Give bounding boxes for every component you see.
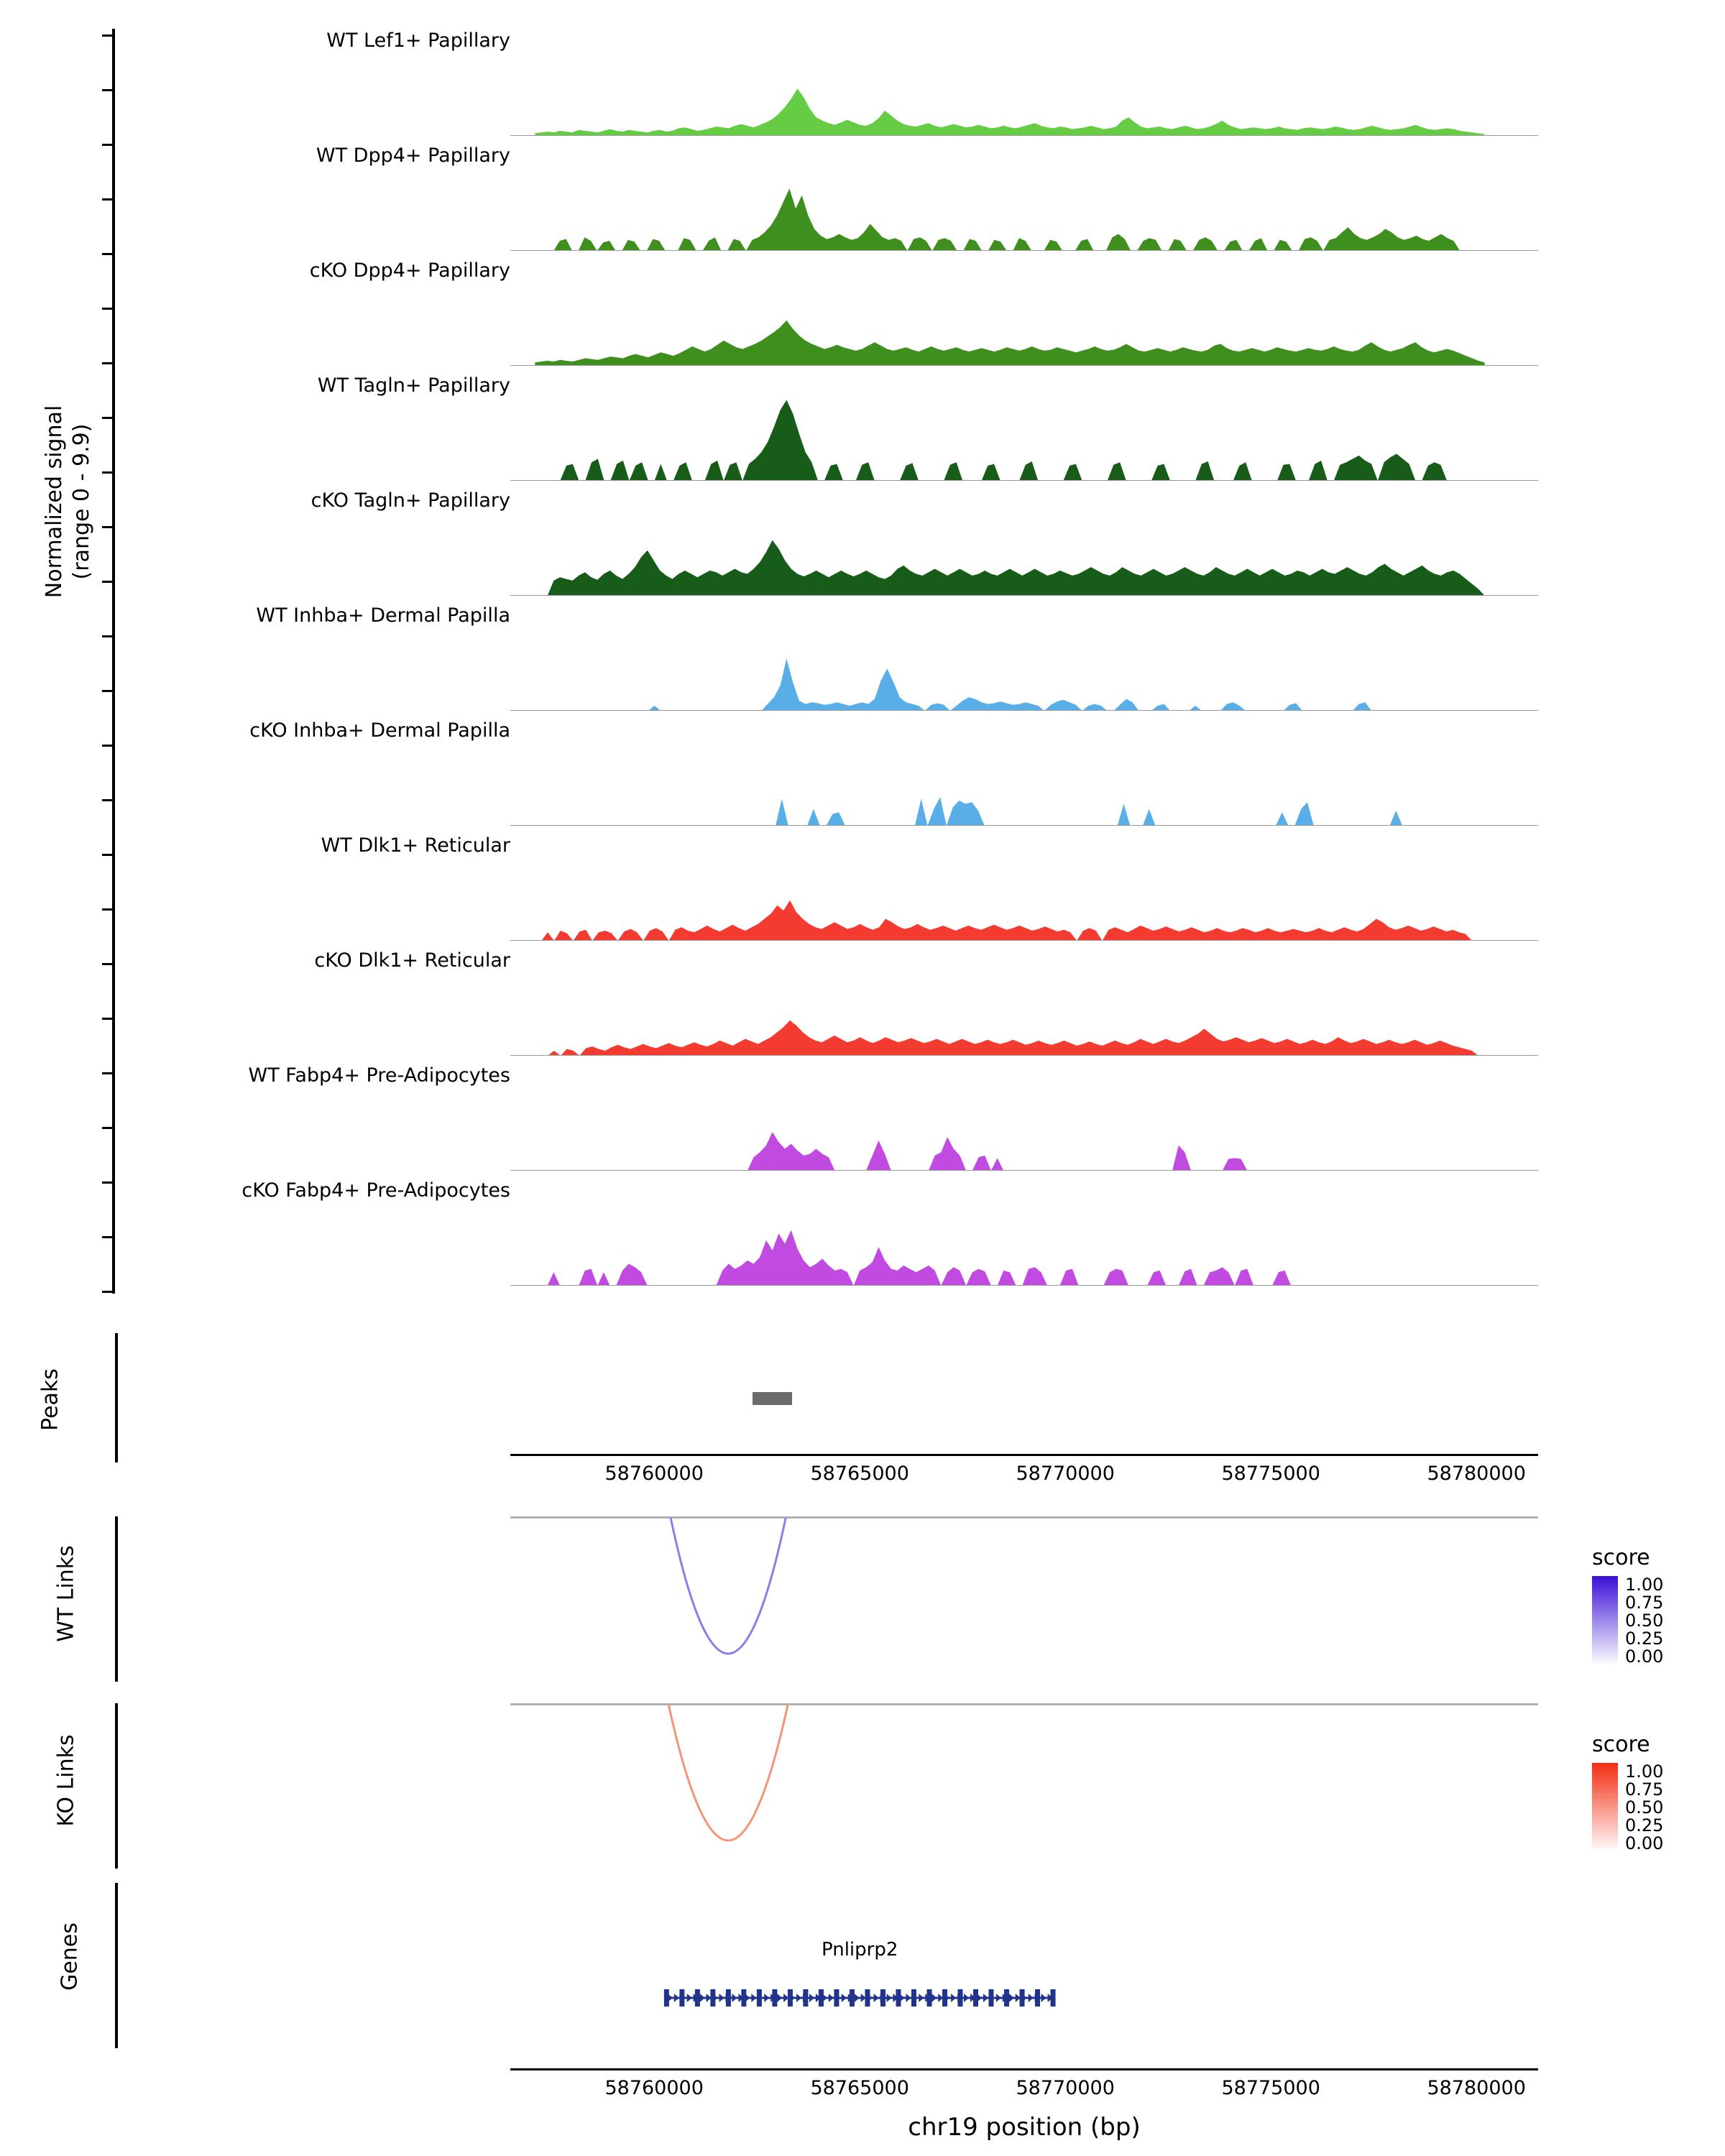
legend-tick-label: 0.75 <box>1625 1593 1664 1613</box>
coverage-track-baseline <box>510 1170 1538 1171</box>
coverage-signal-area <box>510 972 1538 1056</box>
gene-strand-arrow <box>687 1994 692 2002</box>
coverage-signal-area <box>510 512 1538 596</box>
coverage-track-baseline <box>510 940 1538 941</box>
ko-legend-title: score <box>1592 1732 1650 1757</box>
ko-links-arc[interactable] <box>510 1703 1538 1869</box>
ko-legend-colorbar <box>1592 1763 1618 1852</box>
gene-strand-arrow <box>855 1994 860 2002</box>
legend-tick-label: 0.00 <box>1625 1833 1664 1853</box>
wt-legend-colorbar <box>1592 1576 1618 1665</box>
legend-tick-label: 0.50 <box>1625 1611 1664 1631</box>
gene-strand-arrow <box>764 1994 769 2002</box>
x-tick-label: 58780000 <box>1427 1462 1526 1485</box>
coverage-track <box>0 830 1725 945</box>
legend-tick-label: 0.75 <box>1625 1779 1664 1800</box>
x-tick-label: 58775000 <box>1221 1462 1320 1485</box>
legend-tick-label: 0.50 <box>1625 1797 1664 1818</box>
coverage-signal-area <box>510 1202 1538 1286</box>
wt-links-panel <box>0 1509 1725 1689</box>
peak-region-marker[interactable] <box>753 1392 791 1405</box>
coverage-track-label: WT Dpp4+ Papillary <box>316 144 510 167</box>
genes-axis-bar <box>115 1883 118 2048</box>
genes-panel-label: Genes <box>57 1922 83 1991</box>
gene-strand-arrow <box>899 1994 904 2002</box>
coverage-signal-area <box>510 282 1538 366</box>
x-tick-label: 58765000 <box>810 2077 909 2099</box>
coverage-track-plot <box>510 167 1538 251</box>
wt-links-score-legend <box>1592 1545 1725 1665</box>
peaks-panel <box>0 1326 1725 1484</box>
coverage-track-label: cKO Dlk1+ Reticular <box>314 949 510 972</box>
coverage-track <box>0 140 1725 255</box>
coverage-axis-tick <box>102 1291 115 1293</box>
gene-strand-arrow <box>1041 1994 1046 2002</box>
ko-links-panel <box>0 1696 1725 1876</box>
legend-tick-label: 1.00 <box>1625 1575 1664 1595</box>
gene-strand-arrow <box>1009 1994 1014 2002</box>
ko-links-panel-label: KO Links <box>53 1734 79 1827</box>
gene-strand-arrow <box>919 1994 924 2002</box>
coverage-y-axis-label-line2: (range 0 - 9.9) <box>69 423 94 580</box>
gene-strand-arrow <box>996 1994 1001 2002</box>
coverage-track <box>0 370 1725 485</box>
coverage-signal-area <box>510 52 1538 136</box>
coverage-track-baseline <box>510 825 1538 826</box>
coverage-track <box>0 25 1725 140</box>
peaks-x-axis-line <box>510 1454 1538 1456</box>
coverage-track-plot <box>510 282 1538 366</box>
coverage-signal-area <box>510 857 1538 941</box>
coverage-track-label: WT Tagln+ Papillary <box>317 374 510 397</box>
wt-links-panel-label: WT Links <box>53 1545 79 1642</box>
wt-legend-title: score <box>1592 1545 1650 1570</box>
coverage-track-plot <box>510 1202 1538 1286</box>
peaks-axis-bar <box>115 1333 118 1462</box>
gene-strand-arrow <box>809 1994 814 2002</box>
gene-strand-arrow <box>842 1994 847 2002</box>
x-tick-label: 58770000 <box>1016 1462 1115 1485</box>
gene-strand-arrow <box>668 1994 673 2002</box>
legend-tick-label: 0.25 <box>1625 1628 1664 1649</box>
coverage-track <box>0 1060 1725 1175</box>
coverage-y-axis-label-line1: Normalized signal <box>42 405 67 599</box>
coverage-track-baseline <box>510 480 1538 481</box>
coverage-track-label: WT Dlk1+ Reticular <box>321 834 510 857</box>
gene-strand-arrow <box>751 1994 756 2002</box>
coverage-track <box>0 715 1725 830</box>
gene-strand-arrow <box>906 1994 911 2002</box>
gene-strand-arrow <box>745 1994 750 2002</box>
coverage-track <box>0 945 1725 1060</box>
coverage-track-plot <box>510 512 1538 596</box>
gene-strand-arrow <box>674 1994 679 2002</box>
x-tick-label: 58760000 <box>604 1462 704 1485</box>
coverage-signal-area <box>510 627 1538 711</box>
gene-strand-arrow <box>1029 1994 1034 2002</box>
coverage-track-label: WT Lef1+ Papillary <box>326 29 510 52</box>
coverage-track-baseline <box>510 250 1538 251</box>
genes-panel <box>0 1876 1725 2156</box>
wt-links-arc[interactable] <box>510 1516 1538 1682</box>
x-tick-label: 58780000 <box>1427 2077 1526 2099</box>
x-tick-label: 58770000 <box>1016 2077 1115 2099</box>
x-axis-title: chr19 position (bp) <box>908 2113 1141 2142</box>
coverage-track-plot <box>510 742 1538 826</box>
gene-label: Pnliprp2 <box>821 1939 898 1961</box>
coverage-track <box>0 600 1725 715</box>
ko-legend-tick-labels <box>1625 1763 1663 1852</box>
wt-links-axis-bar <box>115 1516 118 1682</box>
coverage-signal-area <box>510 742 1538 826</box>
coverage-track-label: cKO Fabp4+ Pre-Adipocytes <box>242 1179 510 1202</box>
gene-strand-arrow <box>932 1994 937 2002</box>
gene-strand-arrow <box>777 1994 782 2002</box>
coverage-track-baseline <box>510 1055 1538 1056</box>
coverage-signal-area <box>510 397 1538 481</box>
gene-strand-arrow <box>796 1994 801 2002</box>
coverage-track <box>0 1175 1725 1290</box>
x-tick-label: 58775000 <box>1221 2077 1320 2099</box>
coverage-track-baseline <box>510 595 1538 596</box>
ko-links-score-legend <box>1592 1732 1725 1852</box>
ko-links-axis-bar <box>115 1703 118 1869</box>
x-tick-label: 58765000 <box>810 1462 909 1485</box>
coverage-track <box>0 255 1725 370</box>
coverage-track-baseline <box>510 710 1538 711</box>
gene-strand-arrow <box>977 1994 982 2002</box>
legend-tick-label: 0.25 <box>1625 1815 1664 1835</box>
coverage-track-label: cKO Inhba+ Dermal Papilla <box>249 719 510 742</box>
coverage-signal-area <box>510 1087 1538 1171</box>
coverage-track-baseline <box>510 1285 1538 1286</box>
coverage-track-plot <box>510 857 1538 941</box>
gene-strand-arrow <box>983 1994 988 2002</box>
genes-x-axis-line <box>510 2068 1538 2070</box>
gene-strand-arrow <box>719 1994 724 2002</box>
coverage-signal-area <box>510 167 1538 251</box>
coverage-track-plot <box>510 397 1538 481</box>
gene-model[interactable] <box>510 1976 1538 2019</box>
coverage-track-plot <box>510 1087 1538 1171</box>
gene-strand-arrow <box>951 1994 956 2002</box>
coverage-track-label: cKO Tagln+ Papillary <box>310 489 510 512</box>
gene-strand-arrow <box>829 1994 834 2002</box>
coverage-track-baseline <box>510 365 1538 366</box>
coverage-track <box>0 485 1725 600</box>
coverage-track-label: cKO Dpp4+ Papillary <box>309 259 510 282</box>
coverage-track-label: WT Fabp4+ Pre-Adipocytes <box>248 1064 510 1087</box>
gene-strand-arrow <box>822 1994 827 2002</box>
peaks-panel-label: Peaks <box>37 1368 63 1431</box>
legend-tick-label: 1.00 <box>1625 1761 1664 1782</box>
coverage-track-plot <box>510 627 1538 711</box>
gene-strand-arrow <box>887 1994 892 2002</box>
x-tick-label: 58760000 <box>604 2077 704 2099</box>
coverage-track-label: WT Inhba+ Dermal Papilla <box>256 604 510 627</box>
gene-strand-arrow <box>732 1994 737 2002</box>
gene-strand-arrow <box>964 1994 969 2002</box>
gene-strand-arrow <box>874 1994 879 2002</box>
coverage-track-plot <box>510 972 1538 1056</box>
coverage-track-baseline <box>510 135 1538 136</box>
coverage-track-plot <box>510 52 1538 136</box>
gene-strand-arrow <box>700 1994 705 2002</box>
wt-legend-tick-labels <box>1625 1576 1663 1665</box>
legend-tick-label: 0.00 <box>1625 1646 1664 1667</box>
